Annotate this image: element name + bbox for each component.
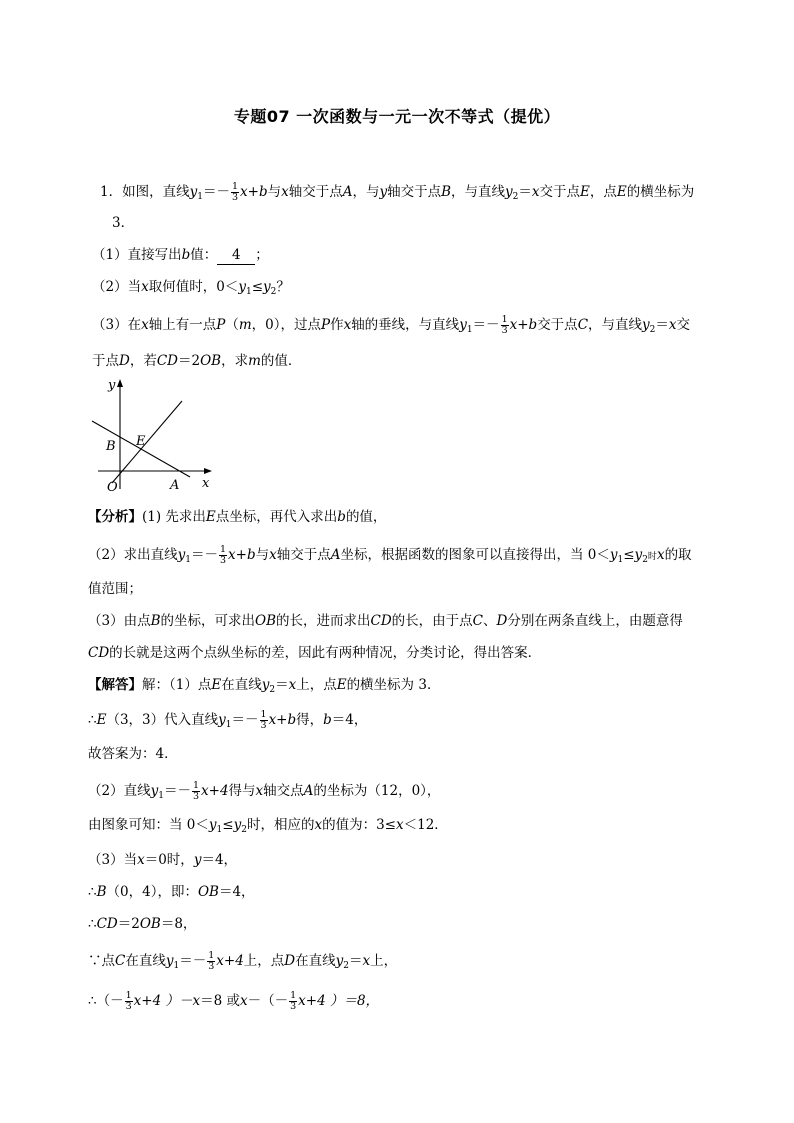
solution-line-8: ∴CD＝2OB＝8， [88, 916, 197, 932]
solution-line-1: 【解答】解：（1）点E在直线$y_2=x$上，点E的横坐标为 3． [88, 677, 441, 695]
solution-line-3: 故答案为：4． [88, 746, 178, 762]
analysis-line-2: （2）求出直线$y_1=-$ $\frac{1}{3}$ x+b与x轴交于点A坐标，根据函数的图象可以直接得出，当 $0<y_1\le y_2$时x的取 [88, 544, 692, 566]
question-1-line-1: 1．如图，直线$y_1=-$ $\frac{1}{3}$ x+b与x轴交于点A，与y轴交于点B，与直线$y_2=x$交于点E，点E的横坐标为 [100, 181, 695, 203]
part-3-line-2: 于点D，若CD＝2OB，求m的值． [92, 353, 302, 369]
graph-label-x: x [202, 476, 210, 491]
analysis-line-5: CD的长就是这两个点纵坐标的差，因此有两种情况，分类讨论，得出答案． [88, 645, 542, 661]
analysis-line-4: （3）由点B的坐标，可求出OB的长，进而求出CD的长，由于点C、D分别在两条直线上，由题意得 [88, 613, 683, 629]
fraction-one-third: $\frac{1}{3}$ [231, 181, 239, 203]
analysis-line-3: 值范围； [88, 581, 142, 597]
question-1-line-2: 3． [112, 215, 135, 231]
solution-line-9: ∵点C在直线$y_1=-$ $\frac{1}{3}$ x+4上，点D在直线$y_2=x$上， [88, 950, 398, 972]
y-axis-arrow-icon [117, 379, 123, 387]
x-axis-arrow-icon [204, 468, 212, 474]
analysis-tag: 【分析】 [88, 509, 142, 525]
graph-label-o: O [107, 480, 118, 495]
part-2: （2）当x取何值时，$0<y_1\le y_2$？ [92, 279, 290, 297]
graph-label-b: B [106, 439, 116, 454]
part-3-line-1: （3）在x轴上有一点P（m，0），过点P作x轴的垂线，与直线$y_1=-$ $\frac{1}{3}$ x+b交于点C，与直线$y_2=x$交 [92, 314, 691, 336]
graph-label-y: y [108, 378, 116, 393]
answer-blank: 4 [217, 246, 255, 265]
solution-line-10: ∴（－ $\frac{1}{3}$ x+4 ）－x＝8 或x－（－ $\frac{1}{3}$ x+4 ）＝8， [88, 990, 380, 1012]
solution-line-2: ∴E（3，3）代入直线$y_1=-$ $\frac{1}{3}$ x+b得，b＝4， [88, 709, 368, 731]
solution-line-6: （3）当x＝0时，y＝4， [88, 852, 238, 868]
function-graph-figure [90, 375, 220, 495]
page-title: 专题07 一次函数与一元一次不等式（提优） [233, 107, 561, 126]
graph-label-a: A [170, 478, 180, 493]
solution-line-5: 由图象可知：当 $0<y_1\le y_2$时，相应的x的值为：3≤x＜12． [88, 817, 448, 835]
solution-line-7: ∴B（0，4），即：OB＝4， [88, 884, 255, 900]
solution-line-4: （2）直线$y_1=-$ $\frac{1}{3}$ x+4得与x轴交点A的坐标为（12，0）， [88, 780, 441, 802]
solution-tag: 【解答】 [88, 677, 142, 693]
part-1: （1）直接写出b值： 4 ； [92, 247, 269, 263]
question-number: 1． [100, 184, 123, 200]
analysis-line-1: 【分析】(1) 先求出E点坐标，再代入求出b的值， [88, 509, 387, 525]
graph-label-e: E [136, 434, 146, 449]
